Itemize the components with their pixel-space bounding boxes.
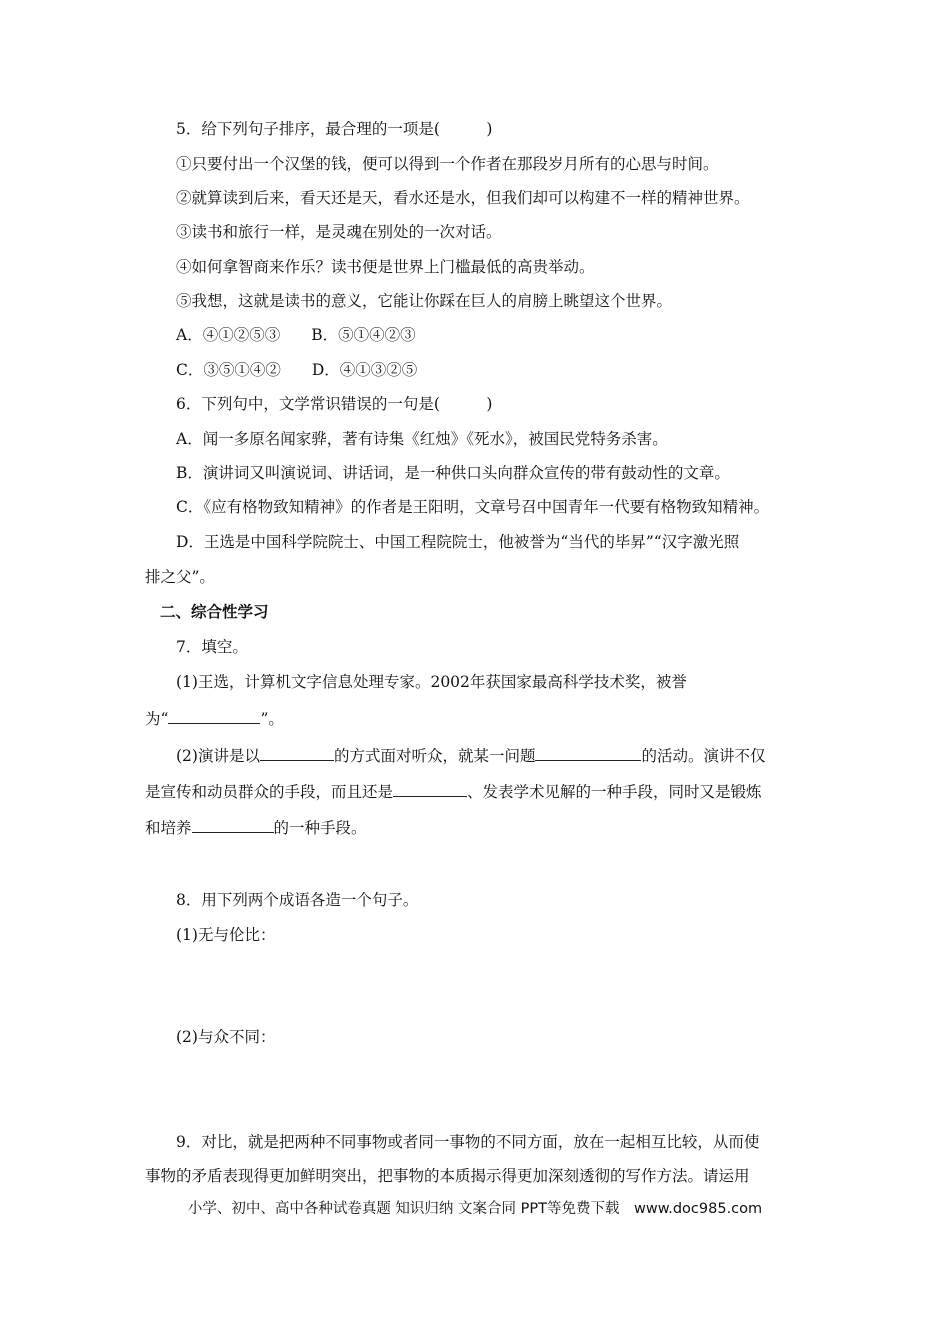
q7-part-2-line-1 xyxy=(176,746,766,766)
q5-stem: 5．给下列句子排序，最合理的一项是( ) xyxy=(176,120,493,138)
q5-sentence-3: ③读书和旅行一样，是灵魂在别处的一次对话。 xyxy=(176,223,502,241)
q7-blank-1[interactable] xyxy=(168,709,260,724)
q7-part-2-text-f: 和培养 xyxy=(145,819,192,837)
q8-part-2: (2)与众不同： xyxy=(176,1028,276,1046)
q7-part-2-text-d: 是宣传和动员群众的手段，而且还是 xyxy=(145,783,394,801)
q7-part-2-text-e: 、发表学术见解的一种手段，同时又是锻炼 xyxy=(467,783,762,801)
q5-sentence-5: ⑤我想，这就是读书的意义，它能让你踩在巨人的肩膀上眺望这个世界。 xyxy=(176,292,673,310)
q6-stem: 6．下列句中，文学常识错误的一句是( ) xyxy=(176,395,493,413)
q6-option-d-line-2: 排之父”。 xyxy=(145,568,215,586)
q7-stem: 7．填空。 xyxy=(176,638,248,656)
q7-part-2-line-2 xyxy=(145,782,762,802)
q6-option-d-line-1: D．王选是中国科学院院士、中国工程院院士，他被誉为“当代的毕昇”“汉字激光照 xyxy=(176,533,740,551)
q7-blank-2[interactable] xyxy=(260,746,334,761)
q6-option-a: A．闻一多原名闻家骅，著有诗集《红烛》《死水》，被国民党特务杀害。 xyxy=(176,430,668,448)
q7-part-1-line-2 xyxy=(145,709,284,729)
q7-part-1-line-1: (1)王选，计算机文字信息处理专家。2002年获国家最高科学技术奖，被誉 xyxy=(176,673,687,691)
page-footer: 小学、初中、高中各种试卷真题 知识归纳 文案合同 PPT等免费下载 www.doc985.com xyxy=(187,1201,763,1217)
q7-part-2-text-b: 的方式面对听众，就某一问题 xyxy=(333,747,536,765)
q5-options-row-1: A．④①②⑤③ B．⑤①④②③ xyxy=(176,326,416,344)
q9-line-1: 9．对比，就是把两种不同事物或者同一事物的不同方面，放在一起相互比较，从而使 xyxy=(176,1133,760,1151)
q8-stem: 8．用下列两个成语各造一个句子。 xyxy=(176,891,419,909)
q5-sentence-1: ①只要付出一个汉堡的钱，便可以得到一个作者在那段岁月所有的心思与时间。 xyxy=(176,155,719,173)
q7-part-2-text-g: 的一种手段。 xyxy=(273,819,367,837)
q7-blank-4[interactable] xyxy=(393,782,467,797)
q9-line-2: 事物的矛盾表现得更加鲜明突出，把事物的本质揭示得更加深刻透彻的写作方法。请运用 xyxy=(145,1167,750,1185)
q8-part-1: (1)无与伦比： xyxy=(176,926,276,944)
q5-options-row-2: C．③⑤①④② D．④①③②⑤ xyxy=(176,361,418,379)
q6-option-c: C．《应有格物致知精神》的作者是王阳明，文章号召中国青年一代要有格物致知精神。 xyxy=(176,498,770,516)
q7-blank-3[interactable] xyxy=(535,746,641,761)
q5-sentence-4: ④如何拿智商来作乐？读书便是世界上门槛最低的高贵举动。 xyxy=(176,258,595,276)
q5-sentence-2: ②就算读到后来，看天还是天，看水还是水，但我们却可以构建不一样的精神世界。 xyxy=(176,189,750,207)
q7-part-2-text-a: (2)演讲是以 xyxy=(176,747,260,765)
q7-part-2-line-3 xyxy=(145,818,367,838)
q7-blank-5[interactable] xyxy=(192,818,274,833)
q7-part-1-suffix: ”。 xyxy=(260,710,284,728)
section-heading: 二、综合性学习 xyxy=(160,603,269,621)
q7-part-1-prefix: 为“ xyxy=(145,710,169,728)
q7-part-2-text-c: 的活动。演讲不仅 xyxy=(641,747,766,765)
q6-option-b: B．演讲词又叫演说词、讲话词，是一种供口头向群众宣传的带有鼓动性的文章。 xyxy=(176,464,730,482)
